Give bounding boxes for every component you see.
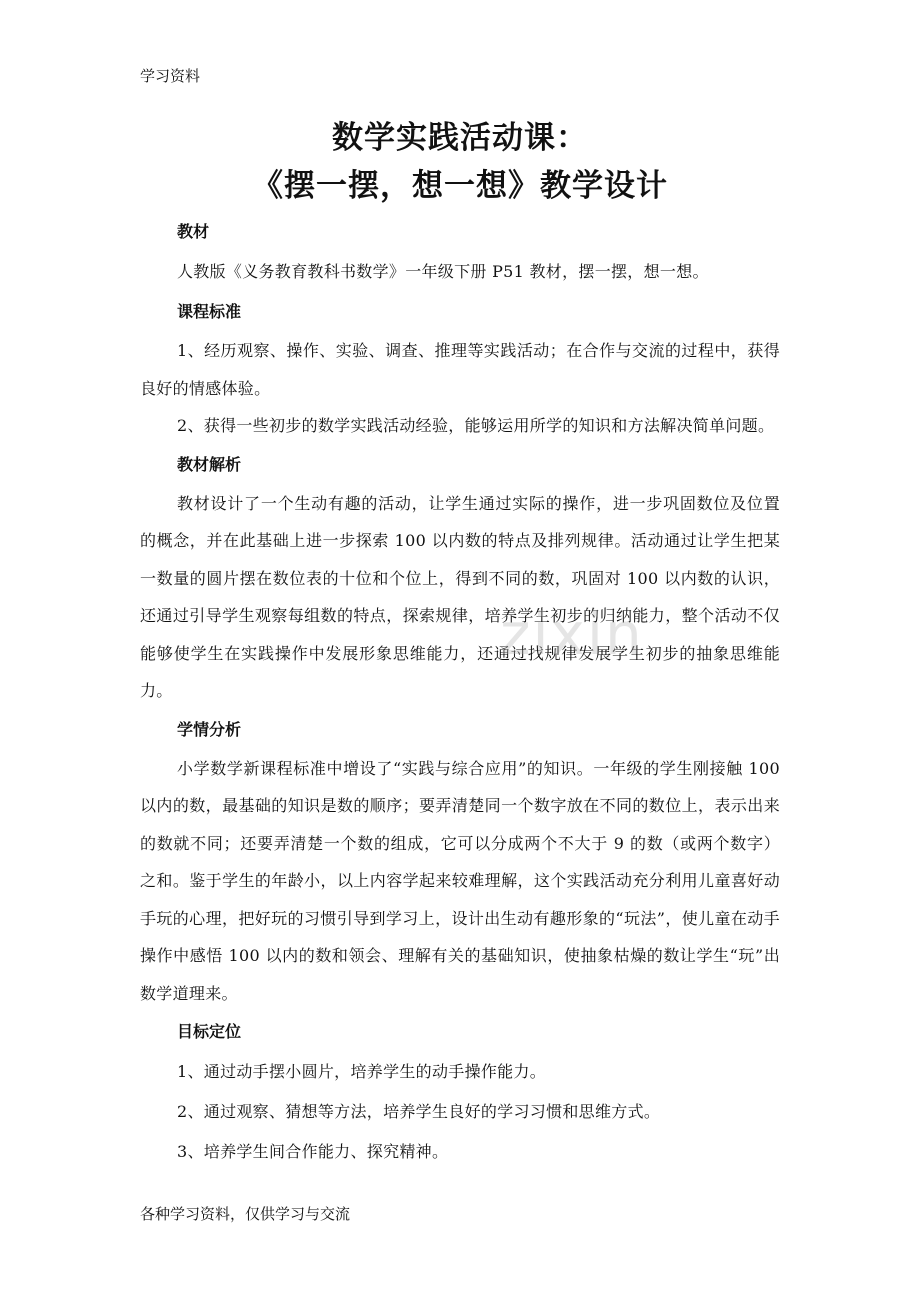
section-curriculum-standard [140,292,780,445]
section-heading: 目标定位 [177,1022,242,1041]
section-textbook-analysis [140,445,780,710]
watermark: zixin [500,600,644,668]
paragraph: 1、经历观察、操作、实验、调查、推理等实践活动；在合作与交流的过程中，获得良好的情感体验。 [140,341,780,398]
page-footer-note: 各种学习资料，仅供学习与交流 [140,1205,351,1223]
section-heading: 课程标准 [177,302,242,321]
paragraph: 教材设计了一个生动有趣的活动，让学生通过实际的操作，进一步巩固数位及位置的概念，并在此基础上进一步探索 100 以内数的特点及排列规律。活动通过让学生把某一数量的圆片摆在数位表的十位和个位上，得到不同的数，巩固对 100 以内数的认识，还通过引导学生观察每组数的特点，探索规律，培养学生初步的归纳能力，整个活动不仅能够使学生在实践操作中发展形象思维能力，还通过找规律发展学生初步的抽象思维能力。 [140,493,780,700]
section-heading: 教材 [177,222,210,241]
document-title-line1: 数学实践活动课： [332,120,588,156]
section-heading: 学情分析 [177,719,242,739]
section-heading: 教材解析 [177,454,242,474]
paragraph: 人教版《义务教育教科书数学》一年级下册 P51 教材，摆一摆，想一想。 [177,262,709,281]
paragraph: 1、通过动手摆小圆片，培养学生的动手操作能力。 [177,1062,547,1081]
paragraph: 小学数学新课程标准中增设了“实践与综合应用”的知识。一年级的学生刚接触 100 以内的数，最基础的知识是数的顺序；要弄清楚同一个数字放在不同的数位上，表示出来的数就不同；还要弄清楚一个数的组成，它可以分成两个不大于 9 的数（或两个数字）之和。鉴于学生的年龄小，以上内容学起来较难理解，这个实践活动充分利用儿童喜好动手玩的心理，把好玩的习惯引导到学习上，设计出生动有趣形象的“玩法”，使儿童在动手操作中感悟 100 以内的数和领会、理解有关的基础知识，使抽象枯燥的数让学生“玩”出数学道理来。 [140,758,780,1003]
document-body [140,212,780,1172]
page-header-note: 学习资料 [140,67,201,85]
paragraph: 2、通过观察、猜想等方法，培养学生良好的学习习惯和思维方式。 [177,1102,661,1121]
document-title-line2: 《摆一摆，想一想》教学设计 [252,168,668,204]
section-goals [140,1012,780,1172]
paragraph: 2、获得一些初步的数学实践活动经验，能够运用所学的知识和方法解决简单问题。 [177,416,775,435]
section-student-analysis [140,710,780,1013]
section-textbook [140,212,780,292]
paragraph: 3、培养学生间合作能力、探究精神。 [177,1142,449,1161]
